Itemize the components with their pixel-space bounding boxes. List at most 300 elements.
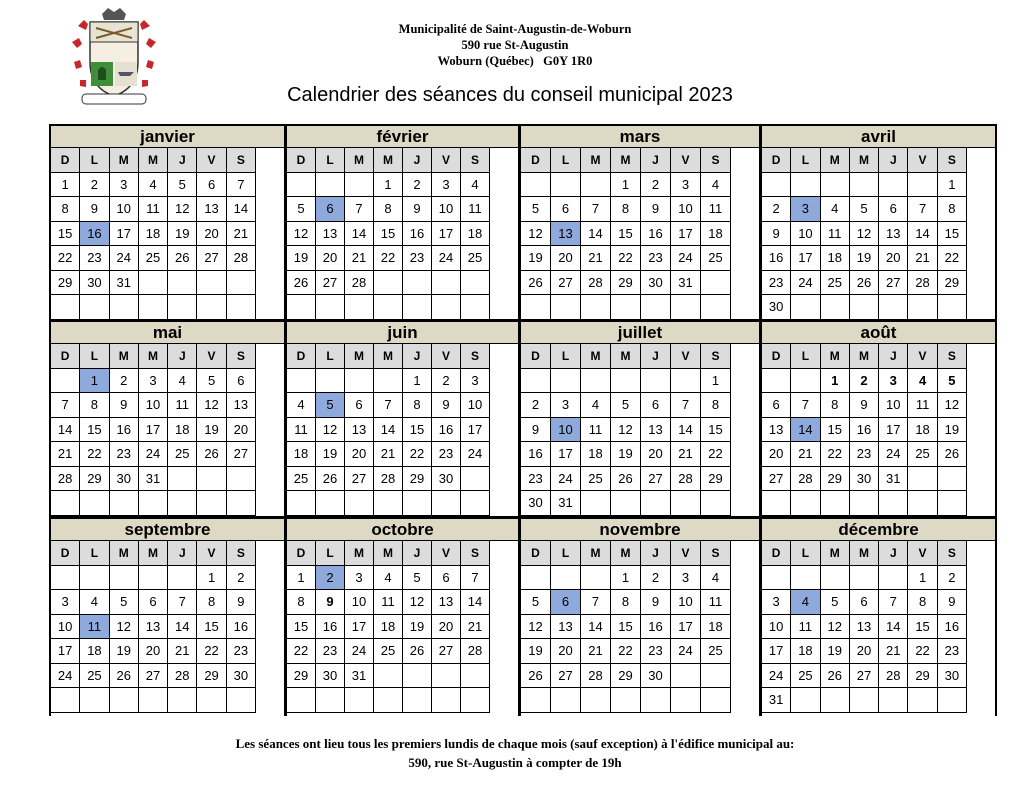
empty-day-cell xyxy=(227,295,256,320)
calendar-day: 26 xyxy=(821,664,850,689)
calendar-day: 5 xyxy=(168,173,197,198)
empty-day-cell xyxy=(374,688,403,713)
calendar-day: 16 xyxy=(762,246,791,271)
weekday-header: L xyxy=(80,344,109,369)
weekday-header: J xyxy=(879,541,908,566)
empty-day-cell xyxy=(701,271,731,296)
calendar-day: 23 xyxy=(938,639,967,664)
calendar-day: 12 xyxy=(521,222,551,247)
municipality-city-postal: Woburn (Québec) G0Y 1R0 xyxy=(437,54,593,68)
calendar-day: 14 xyxy=(671,418,701,443)
calendar-day: 27 xyxy=(197,246,226,271)
calendar-day: 7 xyxy=(791,393,820,418)
empty-day-cell xyxy=(791,295,820,320)
calendar-day: 15 xyxy=(374,222,403,247)
calendar-day: 19 xyxy=(403,615,432,640)
calendar-day: 8 xyxy=(374,197,403,222)
empty-day-cell xyxy=(908,173,937,198)
weekday-header: D xyxy=(762,344,791,369)
empty-day-cell xyxy=(701,491,731,516)
calendar-day: 24 xyxy=(671,639,701,664)
empty-day-cell xyxy=(641,295,671,320)
empty-day-cell xyxy=(701,295,731,320)
weekday-header: M xyxy=(110,344,139,369)
calendar-day: 24 xyxy=(762,664,791,689)
calendar-day: 25 xyxy=(287,467,316,492)
calendar-day: 25 xyxy=(139,246,168,271)
empty-day-cell xyxy=(938,688,967,713)
empty-day-cell xyxy=(168,566,197,591)
calendar-day: 13 xyxy=(197,197,226,222)
calendar-day: 5 xyxy=(611,393,641,418)
calendar-day: 17 xyxy=(51,639,80,664)
calendar-day: 5 xyxy=(821,590,850,615)
calendar-day: 21 xyxy=(791,442,820,467)
calendar-day: 7 xyxy=(581,590,611,615)
calendar-day: 6 xyxy=(879,197,908,222)
calendar-day: 6 xyxy=(432,566,461,591)
empty-day-cell xyxy=(403,688,432,713)
calendar-day: 8 xyxy=(821,393,850,418)
calendar-day: 14 xyxy=(227,197,256,222)
calendar-day: 27 xyxy=(227,442,256,467)
calendar-day: 21 xyxy=(671,442,701,467)
calendar-day: 4 xyxy=(374,566,403,591)
calendar-day: 6 xyxy=(850,590,879,615)
weekday-header: V xyxy=(432,344,461,369)
council-meeting-day: 11 xyxy=(80,615,109,640)
calendar-day: 8 xyxy=(908,590,937,615)
calendar-day: 15 xyxy=(821,418,850,443)
calendar-day: 29 xyxy=(287,664,316,689)
empty-day-cell xyxy=(791,566,820,591)
calendar-day: 29 xyxy=(821,467,850,492)
month-avril xyxy=(762,126,995,319)
calendar-day: 27 xyxy=(551,271,581,296)
calendar-grid xyxy=(49,124,997,716)
calendar-day: 20 xyxy=(197,222,226,247)
weekday-header: L xyxy=(791,148,820,173)
calendar-day: 27 xyxy=(432,639,461,664)
calendar-day: 13 xyxy=(762,418,791,443)
weekday-header: M xyxy=(345,344,374,369)
empty-day-cell xyxy=(850,491,879,516)
weekday-header: J xyxy=(879,148,908,173)
calendar-day: 25 xyxy=(80,664,109,689)
calendar-day: 11 xyxy=(139,197,168,222)
empty-day-cell xyxy=(403,271,432,296)
weekday-header: D xyxy=(762,148,791,173)
empty-day-cell xyxy=(938,491,967,516)
empty-day-cell xyxy=(581,688,611,713)
calendar-day: 28 xyxy=(345,271,374,296)
month-name: juillet xyxy=(521,322,759,344)
weekday-header: J xyxy=(403,541,432,566)
calendar-day: 24 xyxy=(51,664,80,689)
empty-day-cell xyxy=(110,295,139,320)
calendar-day: 22 xyxy=(611,639,641,664)
calendar-day: 2 xyxy=(641,566,671,591)
weekday-header: V xyxy=(432,541,461,566)
empty-day-cell xyxy=(521,688,551,713)
calendar-day: 17 xyxy=(671,615,701,640)
calendar-day: 23 xyxy=(432,442,461,467)
weekday-header: M xyxy=(611,541,641,566)
empty-day-cell xyxy=(938,295,967,320)
empty-day-cell xyxy=(227,491,256,516)
calendar-day: 15 xyxy=(611,222,641,247)
month-mars xyxy=(521,126,759,319)
calendar-day: 3 xyxy=(671,173,701,198)
calendar-day: 28 xyxy=(581,271,611,296)
municipal-coat-of-arms-logo xyxy=(68,6,160,110)
calendar-day: 30 xyxy=(227,664,256,689)
calendar-day: 8 xyxy=(701,393,731,418)
empty-day-cell xyxy=(762,369,791,394)
empty-day-cell xyxy=(791,688,820,713)
weekday-header: M xyxy=(139,541,168,566)
calendar-day: 24 xyxy=(551,467,581,492)
empty-day-cell xyxy=(287,491,316,516)
calendar-day: 25 xyxy=(581,467,611,492)
empty-day-cell xyxy=(581,491,611,516)
calendar-day: 16 xyxy=(110,418,139,443)
calendar-day: 26 xyxy=(611,467,641,492)
calendar-day: 23 xyxy=(521,467,551,492)
calendar-day: 16 xyxy=(938,615,967,640)
calendar-day: 9 xyxy=(850,393,879,418)
calendar-day: 7 xyxy=(168,590,197,615)
calendar-day: 23 xyxy=(641,246,671,271)
empty-day-cell xyxy=(879,566,908,591)
empty-day-cell xyxy=(374,491,403,516)
calendar-day: 10 xyxy=(432,197,461,222)
weekday-header: J xyxy=(641,344,671,369)
weekday-header: S xyxy=(938,344,967,369)
empty-day-cell xyxy=(374,271,403,296)
empty-day-cell xyxy=(701,688,731,713)
calendar-day: 19 xyxy=(110,639,139,664)
calendar-day: 17 xyxy=(432,222,461,247)
calendar-day: 3 xyxy=(671,566,701,591)
weekday-header: M xyxy=(139,148,168,173)
calendar-day: 20 xyxy=(551,639,581,664)
weekday-header: M xyxy=(850,541,879,566)
empty-day-cell xyxy=(197,295,226,320)
calendar-day: 5 xyxy=(403,566,432,591)
empty-day-cell xyxy=(461,467,490,492)
empty-day-cell xyxy=(611,369,641,394)
calendar-day: 18 xyxy=(581,442,611,467)
calendar-day: 2 xyxy=(762,197,791,222)
weekday-header: V xyxy=(908,344,937,369)
calendar-day: 10 xyxy=(139,393,168,418)
council-meeting-day: 2 xyxy=(316,566,345,591)
weekday-header: L xyxy=(316,541,345,566)
calendar-day: 20 xyxy=(345,442,374,467)
calendar-day: 27 xyxy=(139,664,168,689)
calendar-day: 17 xyxy=(671,222,701,247)
calendar-day: 24 xyxy=(461,442,490,467)
calendar-day: 4 xyxy=(701,566,731,591)
empty-day-cell xyxy=(316,173,345,198)
calendar-day: 22 xyxy=(821,442,850,467)
calendar-day: 19 xyxy=(521,246,551,271)
calendar-day: 11 xyxy=(374,590,403,615)
empty-day-cell xyxy=(374,295,403,320)
calendar-day: 10 xyxy=(461,393,490,418)
empty-day-cell xyxy=(316,491,345,516)
empty-day-cell xyxy=(80,566,109,591)
calendar-day: 4 xyxy=(701,173,731,198)
footer-note-line-2: 590, rue St-Augustin à compter de 19h xyxy=(408,755,622,770)
weekday-header: J xyxy=(403,344,432,369)
empty-day-cell xyxy=(403,491,432,516)
calendar-day: 24 xyxy=(110,246,139,271)
calendar-day: 27 xyxy=(879,271,908,296)
calendar-day: 30 xyxy=(80,271,109,296)
calendar-day: 19 xyxy=(168,222,197,247)
empty-day-cell xyxy=(879,173,908,198)
calendar-day: 21 xyxy=(168,639,197,664)
empty-day-cell xyxy=(850,688,879,713)
calendar-day: 21 xyxy=(345,246,374,271)
empty-day-cell xyxy=(791,173,820,198)
calendar-day: 6 xyxy=(345,393,374,418)
calendar-day: 16 xyxy=(316,615,345,640)
calendar-day: 25 xyxy=(374,639,403,664)
calendar-day: 18 xyxy=(908,418,937,443)
calendar-day: 31 xyxy=(671,271,701,296)
calendar-day: 12 xyxy=(850,222,879,247)
calendar-day: 2 xyxy=(850,369,879,394)
calendar-day: 10 xyxy=(762,615,791,640)
calendar-day: 8 xyxy=(80,393,109,418)
weekday-header: J xyxy=(168,541,197,566)
empty-day-cell xyxy=(139,566,168,591)
calendar-day: 4 xyxy=(168,369,197,394)
weekday-header: M xyxy=(110,148,139,173)
calendar-day: 22 xyxy=(938,246,967,271)
calendar-day: 16 xyxy=(850,418,879,443)
calendar-day: 30 xyxy=(316,664,345,689)
empty-day-cell xyxy=(671,369,701,394)
empty-day-cell xyxy=(611,295,641,320)
empty-day-cell xyxy=(641,688,671,713)
month-name: novembre xyxy=(521,519,759,541)
weekday-header: M xyxy=(110,541,139,566)
weekday-header: J xyxy=(879,344,908,369)
empty-day-cell xyxy=(374,664,403,689)
empty-day-cell xyxy=(197,271,226,296)
calendar-day: 29 xyxy=(701,467,731,492)
calendar-day: 30 xyxy=(850,467,879,492)
empty-day-cell xyxy=(879,295,908,320)
calendar-day: 30 xyxy=(641,664,671,689)
empty-day-cell xyxy=(821,173,850,198)
calendar-day: 27 xyxy=(762,467,791,492)
empty-day-cell xyxy=(51,295,80,320)
empty-day-cell xyxy=(521,295,551,320)
calendar-day: 1 xyxy=(197,566,226,591)
calendar-day: 1 xyxy=(611,566,641,591)
calendar-day: 23 xyxy=(762,271,791,296)
empty-day-cell xyxy=(791,369,820,394)
month-name: décembre xyxy=(762,519,995,541)
weekday-header: S xyxy=(701,541,731,566)
calendar-day: 5 xyxy=(521,197,551,222)
calendar-day: 27 xyxy=(316,271,345,296)
calendar-day: 17 xyxy=(551,442,581,467)
calendar-day: 4 xyxy=(908,369,937,394)
calendar-day: 11 xyxy=(581,418,611,443)
calendar-day: 29 xyxy=(908,664,937,689)
calendar-day: 15 xyxy=(80,418,109,443)
weekday-header: S xyxy=(461,344,490,369)
empty-day-cell xyxy=(611,688,641,713)
weekday-header: M xyxy=(821,344,850,369)
empty-day-cell xyxy=(432,491,461,516)
calendar-day: 28 xyxy=(227,246,256,271)
calendar-day: 14 xyxy=(168,615,197,640)
calendar-day: 21 xyxy=(908,246,937,271)
calendar-day: 22 xyxy=(80,442,109,467)
calendar-day: 9 xyxy=(432,393,461,418)
calendar-day: 26 xyxy=(403,639,432,664)
empty-day-cell xyxy=(908,491,937,516)
calendar-day: 31 xyxy=(139,467,168,492)
calendar-day: 16 xyxy=(403,222,432,247)
empty-day-cell xyxy=(197,688,226,713)
calendar-day: 31 xyxy=(551,491,581,516)
calendar-day: 20 xyxy=(227,418,256,443)
calendar-day: 9 xyxy=(521,418,551,443)
calendar-day: 26 xyxy=(287,271,316,296)
calendar-day: 29 xyxy=(938,271,967,296)
weekday-header: S xyxy=(938,541,967,566)
calendar-day: 11 xyxy=(701,590,731,615)
month-name: juin xyxy=(287,322,518,344)
month-name: août xyxy=(762,322,995,344)
month-name: avril xyxy=(762,126,995,148)
calendar-day: 18 xyxy=(701,222,731,247)
empty-day-cell xyxy=(345,295,374,320)
calendar-day: 15 xyxy=(403,418,432,443)
empty-day-cell xyxy=(551,295,581,320)
weekday-header: V xyxy=(908,148,937,173)
weekday-header: V xyxy=(197,344,226,369)
calendar-day: 3 xyxy=(345,566,374,591)
calendar-day: 13 xyxy=(879,222,908,247)
empty-day-cell xyxy=(287,688,316,713)
calendar-day: 7 xyxy=(461,566,490,591)
calendar-day: 1 xyxy=(938,173,967,198)
calendar-day: 28 xyxy=(791,467,820,492)
calendar-day: 22 xyxy=(701,442,731,467)
empty-day-cell xyxy=(461,271,490,296)
calendar-day: 3 xyxy=(432,173,461,198)
calendar-day: 26 xyxy=(197,442,226,467)
calendar-day: 1 xyxy=(374,173,403,198)
empty-day-cell xyxy=(110,491,139,516)
calendar-day: 21 xyxy=(227,222,256,247)
calendar-day: 29 xyxy=(51,271,80,296)
weekday-header: M xyxy=(821,148,850,173)
calendar-day: 17 xyxy=(791,246,820,271)
calendar-day: 24 xyxy=(671,246,701,271)
weekday-header: J xyxy=(403,148,432,173)
council-meeting-day: 6 xyxy=(551,590,581,615)
empty-day-cell xyxy=(641,491,671,516)
calendar-day: 21 xyxy=(374,442,403,467)
empty-day-cell xyxy=(139,271,168,296)
calendar-day: 1 xyxy=(821,369,850,394)
calendar-day: 1 xyxy=(908,566,937,591)
calendar-day: 29 xyxy=(611,664,641,689)
weekday-header: D xyxy=(762,541,791,566)
empty-day-cell xyxy=(374,369,403,394)
empty-day-cell xyxy=(432,295,461,320)
council-meeting-day: 3 xyxy=(791,197,820,222)
calendar-day: 31 xyxy=(345,664,374,689)
empty-day-cell xyxy=(671,688,701,713)
empty-day-cell xyxy=(461,664,490,689)
calendar-day: 4 xyxy=(461,173,490,198)
empty-day-cell xyxy=(51,491,80,516)
empty-day-cell xyxy=(850,173,879,198)
month-juin xyxy=(287,322,518,516)
weekday-header: S xyxy=(701,148,731,173)
calendar-day: 20 xyxy=(551,246,581,271)
empty-day-cell xyxy=(461,491,490,516)
weekday-header: D xyxy=(521,148,551,173)
weekday-header: D xyxy=(51,344,80,369)
calendar-day: 18 xyxy=(139,222,168,247)
calendar-day: 9 xyxy=(762,222,791,247)
calendar-day: 4 xyxy=(80,590,109,615)
empty-day-cell xyxy=(551,369,581,394)
calendar-day: 10 xyxy=(671,197,701,222)
calendar-day: 11 xyxy=(168,393,197,418)
weekday-header: V xyxy=(671,148,701,173)
calendar-day: 7 xyxy=(671,393,701,418)
calendar-day: 27 xyxy=(345,467,374,492)
empty-day-cell xyxy=(80,688,109,713)
calendar-day: 10 xyxy=(110,197,139,222)
calendar-day: 2 xyxy=(227,566,256,591)
empty-day-cell xyxy=(287,295,316,320)
weekday-header: M xyxy=(581,541,611,566)
empty-day-cell xyxy=(139,295,168,320)
empty-day-cell xyxy=(762,173,791,198)
weekday-header: D xyxy=(51,148,80,173)
calendar-day: 1 xyxy=(611,173,641,198)
calendar-day: 15 xyxy=(938,222,967,247)
calendar-day: 20 xyxy=(641,442,671,467)
calendar-day: 12 xyxy=(287,222,316,247)
calendar-day: 8 xyxy=(287,590,316,615)
weekday-header: L xyxy=(316,148,345,173)
month-juillet xyxy=(521,322,759,516)
calendar-day: 18 xyxy=(374,615,403,640)
calendar-day: 14 xyxy=(908,222,937,247)
calendar-day: 18 xyxy=(168,418,197,443)
month-février xyxy=(287,126,518,319)
calendar-day: 23 xyxy=(850,442,879,467)
empty-day-cell xyxy=(51,688,80,713)
weekday-header: V xyxy=(197,148,226,173)
weekday-header: V xyxy=(908,541,937,566)
